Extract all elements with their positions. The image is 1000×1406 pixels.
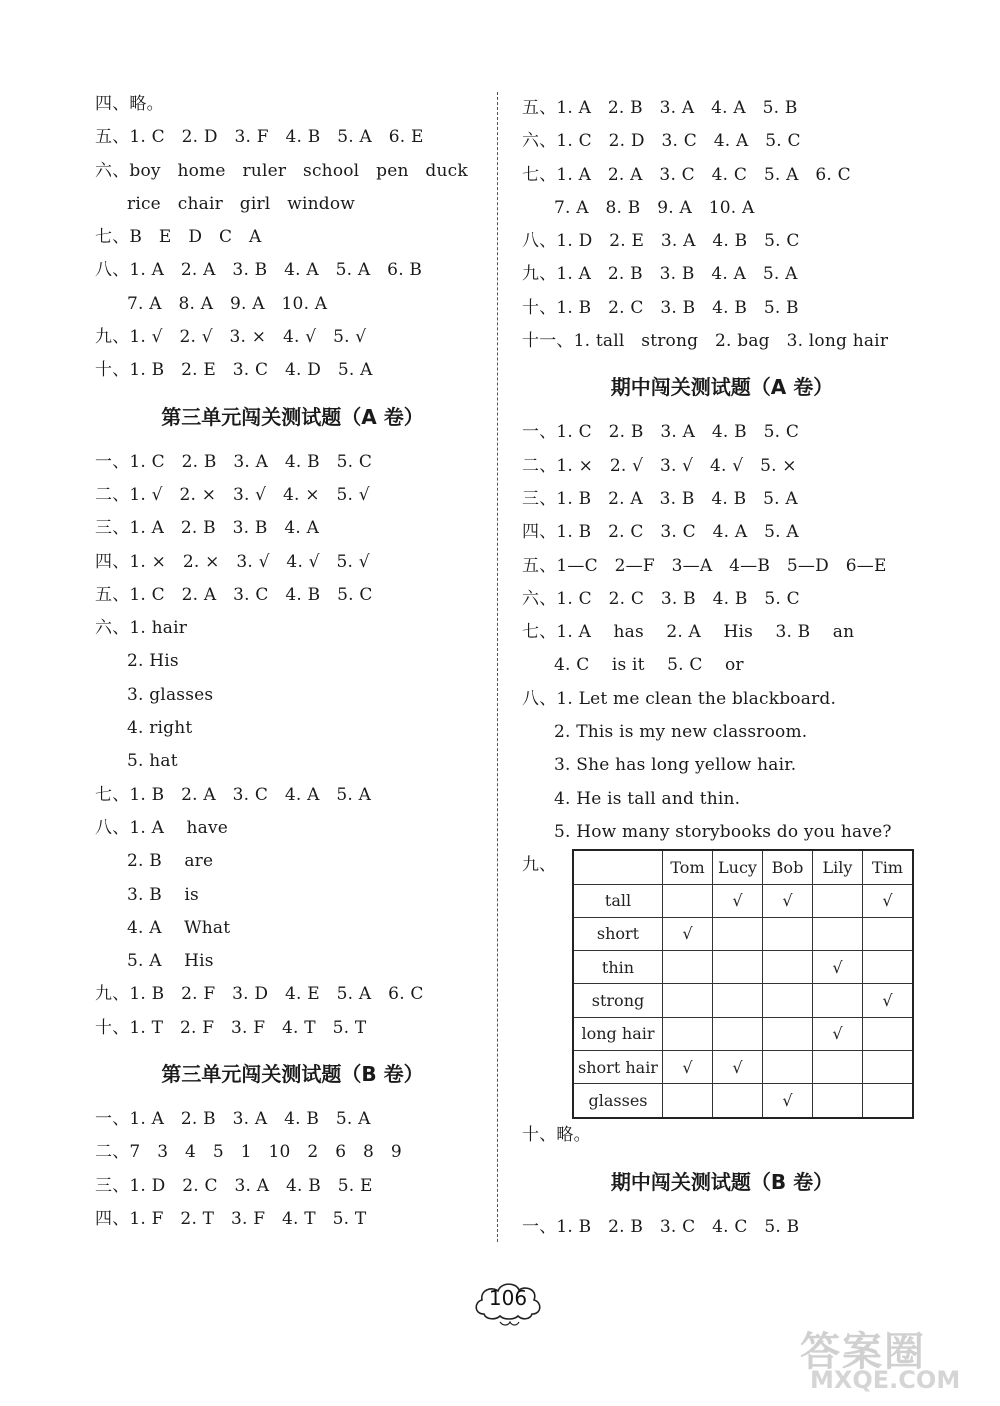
table-cell — [763, 1051, 813, 1084]
answer-sub-line: 2. B are — [127, 851, 214, 872]
table-cell — [713, 917, 763, 950]
table-cell — [813, 1084, 863, 1118]
table-row — [573, 884, 913, 917]
answer-line: 六、boy home ruler school pen duck — [95, 160, 468, 181]
table-cell — [763, 951, 813, 984]
answer-line: 七、1. A has 2. A His 3. B an — [522, 622, 855, 643]
answer-line: 九、1. B 2. F 3. D 4. E 5. A 6. C — [95, 984, 424, 1005]
answer-line: 十、1. T 2. F 3. F 4. T 5. T — [95, 1017, 367, 1038]
answer-sub-line: 3. B is — [127, 884, 199, 905]
answer-line: 三、1. D 2. C 3. A 4. B 5. E — [95, 1175, 373, 1196]
page-number: 106 — [488, 1286, 528, 1310]
table-header-row — [573, 850, 913, 884]
answer-sub-line: 5. hat — [127, 751, 178, 772]
table-header-cell: Tom — [663, 850, 713, 884]
section-title: 第三单元闯关测试题（B 卷） — [161, 1062, 424, 1087]
table-cell — [813, 1051, 863, 1084]
answer-line: 九、1. √ 2. √ 3. × 4. √ 5. √ — [95, 327, 367, 348]
answer-sub-line: 5. How many storybooks do you have? — [554, 821, 892, 842]
table-row-label: thin — [573, 951, 663, 984]
answer-line: 七、B E D C A — [95, 227, 262, 248]
answer-line-continued: 7. A 8. B 9. A 10. A — [554, 197, 755, 218]
answer-line-continued: 7. A 8. A 9. A 10. A — [127, 293, 328, 314]
table-header-cell: Tim — [863, 850, 914, 884]
table-cell: √ — [813, 951, 863, 984]
answer-line: 十一、1. tall strong 2. bag 3. long hair — [522, 331, 889, 352]
answer-line: 四、略。 — [95, 94, 164, 114]
table-cell: √ — [863, 884, 914, 917]
table-row-label: long hair — [573, 1017, 663, 1050]
table-header-cell: Lily — [813, 850, 863, 884]
section-title: 第三单元闯关测试题（A 卷） — [161, 404, 424, 429]
table-cell: √ — [663, 917, 713, 950]
answer-line: 五、1. C 2. A 3. C 4. B 5. C — [95, 584, 373, 605]
table-cell — [713, 951, 763, 984]
answer-line: 二、7 3 4 5 1 10 2 6 8 9 — [95, 1142, 402, 1163]
answer-line: 一、1. A 2. B 3. A 4. B 5. A — [95, 1109, 371, 1130]
answer-line: 八、1. A have — [95, 817, 229, 838]
answer-line: 八、1. A 2. A 3. B 4. A 5. A 6. B — [95, 260, 423, 281]
answer-sub-line: 5. A His — [127, 951, 214, 972]
section-title: 期中闯关测试题（A 卷） — [610, 375, 834, 400]
table-cell: √ — [713, 1051, 763, 1084]
table-header-cell: Bob — [763, 850, 813, 884]
table-row — [573, 1051, 913, 1084]
table-row — [573, 951, 913, 984]
answer-sub-line: 3. glasses — [127, 684, 214, 705]
table-row-label: glasses — [573, 1084, 663, 1118]
table-cell — [813, 884, 863, 917]
answer-line: 六、1. C 2. D 3. C 4. A 5. C — [522, 131, 801, 152]
answer-sub-line: 4. He is tall and thin. — [554, 788, 741, 809]
watermark — [800, 1320, 990, 1400]
section-title: 期中闯关测试题（B 卷） — [610, 1169, 834, 1194]
answer-line: 一、1. C 2. B 3. A 4. B 5. C — [95, 451, 373, 472]
table-row-label: short hair — [573, 1051, 663, 1084]
answer-line: 九、1. A 2. B 3. B 4. A 5. A — [522, 264, 798, 285]
table-cell — [863, 1084, 914, 1118]
table-cell — [713, 984, 763, 1017]
table-header-cell: Lucy — [713, 850, 763, 884]
answer-sub-line: 4. A What — [127, 917, 231, 938]
table-cell — [663, 1017, 713, 1050]
answer-line-continued: 4. C is it 5. C or — [554, 655, 744, 676]
watermark-url: MXQE.COM — [810, 1366, 961, 1394]
table-cell: √ — [863, 984, 914, 1017]
answer-table — [572, 849, 914, 1118]
answer-table-block — [522, 849, 922, 1119]
answer-line: 五、1—C 2—F 3—A 4—B 5—D 6—E — [522, 555, 887, 576]
answer-line: 十、略。 — [522, 1125, 591, 1146]
table-cell — [863, 917, 914, 950]
table-cell — [663, 884, 713, 917]
answer-line: 八、1. Let me clean the blackboard. — [522, 688, 837, 709]
answer-line: 三、1. B 2. A 3. B 4. B 5. A — [522, 488, 798, 509]
table-label: 九、 — [522, 855, 556, 876]
answer-line: 四、1. F 2. T 3. F 4. T 5. T — [95, 1208, 367, 1229]
left-column — [95, 88, 490, 1236]
table-row-label: strong — [573, 984, 663, 1017]
answer-sub-line: 4. right — [127, 718, 193, 739]
table-cell — [863, 1017, 914, 1050]
table-cell — [763, 984, 813, 1017]
answer-line: 六、1. hair — [95, 618, 188, 639]
table-cell: √ — [763, 884, 813, 917]
answer-line: 二、1. × 2. √ 3. √ 4. √ 5. × — [522, 455, 797, 476]
answer-line-continued: rice chair girl window — [127, 193, 356, 214]
table-cell — [813, 984, 863, 1017]
table-cell — [713, 1017, 763, 1050]
right-column — [522, 92, 922, 1244]
answer-line: 十、1. B 2. C 3. B 4. B 5. B — [522, 297, 799, 318]
table-row-label: short — [573, 917, 663, 950]
answer-sub-line: 3. She has long yellow hair. — [554, 755, 797, 776]
table-cell — [713, 1084, 763, 1118]
table-row — [573, 984, 913, 1017]
table-cell: √ — [813, 1017, 863, 1050]
table-cell — [663, 951, 713, 984]
page-number-badge — [470, 1278, 546, 1330]
table-row-label: tall — [573, 884, 663, 917]
answer-line: 五、1. A 2. B 3. A 4. A 5. B — [522, 98, 798, 118]
answer-line: 二、1. √ 2. × 3. √ 4. × 5. √ — [95, 484, 370, 505]
table-cell: √ — [663, 1051, 713, 1084]
column-divider — [497, 92, 498, 1242]
answer-line: 一、1. B 2. B 3. C 4. C 5. B — [522, 1216, 800, 1237]
answer-line: 四、1. × 2. × 3. √ 4. √ 5. √ — [95, 551, 370, 572]
answer-line: 七、1. A 2. A 3. C 4. C 5. A 6. C — [522, 164, 851, 185]
answer-line: 十、1. B 2. E 3. C 4. D 5. A — [95, 360, 373, 381]
table-row — [573, 1084, 913, 1118]
answer-line: 五、1. C 2. D 3. F 4. B 5. A 6. E — [95, 127, 424, 148]
watermark-logo-text: 答案圈 — [800, 1329, 926, 1375]
table-cell — [863, 1051, 914, 1084]
answer-line: 七、1. B 2. A 3. C 4. A 5. A — [95, 784, 372, 805]
table-cell — [763, 1017, 813, 1050]
table-row — [573, 917, 913, 950]
answer-sub-line: 2. This is my new classroom. — [554, 722, 808, 743]
answer-sub-line: 2. His — [127, 651, 179, 672]
answer-line: 四、1. B 2. C 3. C 4. A 5. A — [522, 522, 799, 543]
table-cell — [763, 917, 813, 950]
table-cell — [663, 1084, 713, 1118]
table-row — [573, 1017, 913, 1050]
table-cell: √ — [763, 1084, 813, 1118]
table-cell — [863, 951, 914, 984]
table-cell — [813, 917, 863, 950]
answer-line: 六、1. C 2. C 3. B 4. B 5. C — [522, 588, 800, 609]
answer-line: 三、1. A 2. B 3. B 4. A — [95, 518, 320, 539]
answer-line: 一、1. C 2. B 3. A 4. B 5. C — [522, 422, 800, 443]
table-corner-cell — [573, 850, 663, 884]
table-cell — [663, 984, 713, 1017]
answer-line: 八、1. D 2. E 3. A 4. B 5. C — [522, 231, 800, 252]
table-cell: √ — [713, 884, 763, 917]
